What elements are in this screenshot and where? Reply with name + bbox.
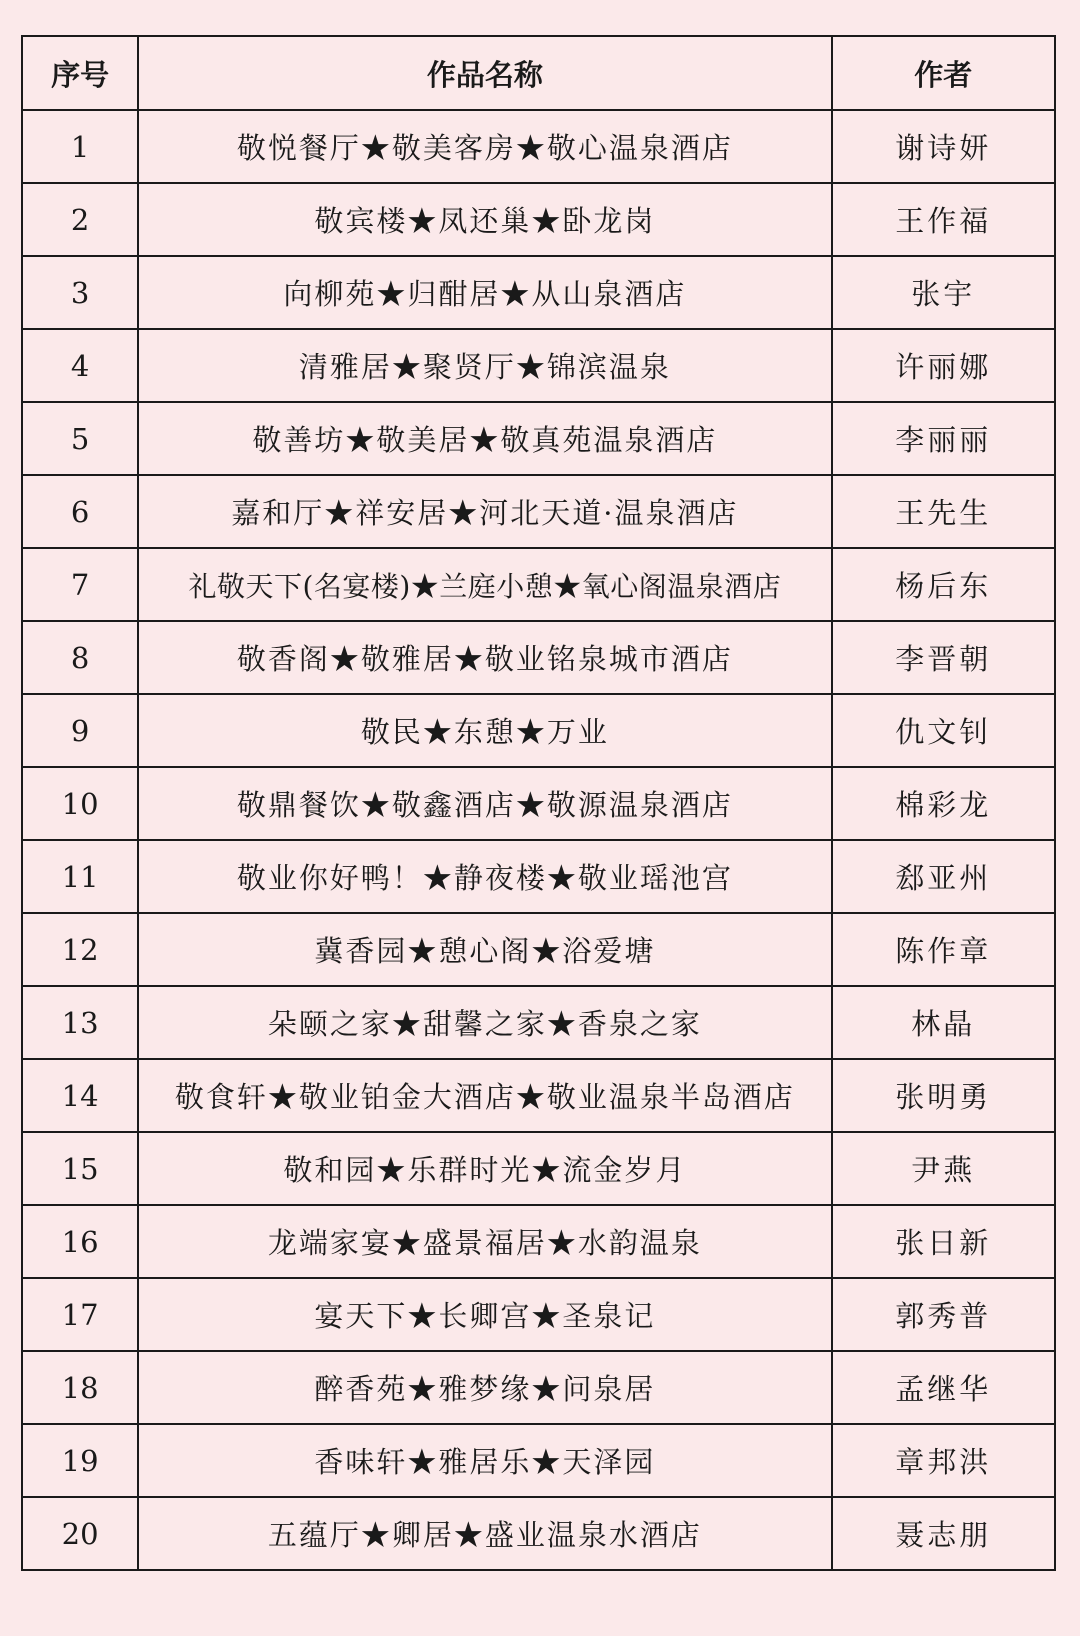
row-title: 冀香园★憩心阁★浴爱塘 xyxy=(138,913,831,986)
row-author: 郭秀普 xyxy=(832,1278,1055,1351)
row-title: 敬业你好鸭！★静夜楼★敬业瑶池宫 xyxy=(138,840,831,913)
row-title: 敬香阁★敬雅居★敬业铭泉城市酒店 xyxy=(138,621,831,694)
row-title: 敬悦餐厅★敬美客房★敬心温泉酒店 xyxy=(138,110,831,183)
row-index: 16 xyxy=(22,1205,138,1278)
row-title: 五蕴厅★卿居★盛业温泉水酒店 xyxy=(138,1497,831,1570)
row-title: 宴天下★长卿宫★圣泉记 xyxy=(138,1278,831,1351)
row-index: 14 xyxy=(22,1059,138,1132)
row-title: 香味轩★雅居乐★天泽园 xyxy=(138,1424,831,1497)
table-row xyxy=(22,548,1055,621)
row-author: 王作福 xyxy=(832,183,1055,256)
row-index: 1 xyxy=(22,110,138,183)
row-author: 李丽丽 xyxy=(832,402,1055,475)
row-index: 10 xyxy=(22,767,138,840)
row-title: 向柳苑★归酣居★从山泉酒店 xyxy=(138,256,831,329)
row-title: 礼敬天下(名宴楼)★兰庭小憩★氧心阁温泉酒店 xyxy=(138,548,831,621)
row-title: 朵颐之家★甜馨之家★香泉之家 xyxy=(138,986,831,1059)
row-author: 杨后东 xyxy=(832,548,1055,621)
row-index: 13 xyxy=(22,986,138,1059)
row-title: 敬善坊★敬美居★敬真苑温泉酒店 xyxy=(138,402,831,475)
row-title: 龙端家宴★盛景福居★水韵温泉 xyxy=(138,1205,831,1278)
header-title: 作品名称 xyxy=(138,36,831,110)
row-title: 敬宾楼★凤还巢★卧龙岗 xyxy=(138,183,831,256)
table-row xyxy=(22,1278,1055,1351)
row-author: 孟继华 xyxy=(832,1351,1055,1424)
table-row xyxy=(22,475,1055,548)
row-index: 8 xyxy=(22,621,138,694)
row-author: 郄亚州 xyxy=(832,840,1055,913)
row-title: 清雅居★聚贤厅★锦滨温泉 xyxy=(138,329,831,402)
table-row xyxy=(22,694,1055,767)
row-author: 聂志朋 xyxy=(832,1497,1055,1570)
table-row xyxy=(22,110,1055,183)
row-index: 20 xyxy=(22,1497,138,1570)
table-row xyxy=(22,913,1055,986)
table-row xyxy=(22,1351,1055,1424)
row-author: 谢诗妍 xyxy=(832,110,1055,183)
row-author: 王先生 xyxy=(832,475,1055,548)
row-author: 许丽娜 xyxy=(832,329,1055,402)
row-title: 敬食轩★敬业铂金大酒店★敬业温泉半岛酒店 xyxy=(138,1059,831,1132)
row-author: 章邦洪 xyxy=(832,1424,1055,1497)
entries-table xyxy=(21,35,1056,1571)
row-author: 尹燕 xyxy=(832,1132,1055,1205)
table-row xyxy=(22,183,1055,256)
table-row xyxy=(22,1497,1055,1570)
table-row xyxy=(22,621,1055,694)
table-row xyxy=(22,1132,1055,1205)
table-row xyxy=(22,256,1055,329)
row-index: 12 xyxy=(22,913,138,986)
row-author: 张日新 xyxy=(832,1205,1055,1278)
table-row xyxy=(22,402,1055,475)
row-title: 敬鼎餐饮★敬鑫酒店★敬源温泉酒店 xyxy=(138,767,831,840)
table-body xyxy=(22,110,1055,1570)
row-author: 张明勇 xyxy=(832,1059,1055,1132)
row-author: 棉彩龙 xyxy=(832,767,1055,840)
row-title: 敬民★东憩★万业 xyxy=(138,694,831,767)
row-index: 5 xyxy=(22,402,138,475)
row-index: 15 xyxy=(22,1132,138,1205)
row-index: 18 xyxy=(22,1351,138,1424)
row-index: 19 xyxy=(22,1424,138,1497)
row-index: 6 xyxy=(22,475,138,548)
row-author: 仇文钊 xyxy=(832,694,1055,767)
table-row xyxy=(22,329,1055,402)
header-index: 序号 xyxy=(22,36,138,110)
row-author: 李晋朝 xyxy=(832,621,1055,694)
row-index: 17 xyxy=(22,1278,138,1351)
header-author: 作者 xyxy=(832,36,1055,110)
row-index: 3 xyxy=(22,256,138,329)
row-author: 张宇 xyxy=(832,256,1055,329)
table-row xyxy=(22,1424,1055,1497)
row-title: 醉香苑★雅梦缘★问泉居 xyxy=(138,1351,831,1424)
table-row xyxy=(22,767,1055,840)
row-index: 2 xyxy=(22,183,138,256)
row-title: 敬和园★乐群时光★流金岁月 xyxy=(138,1132,831,1205)
table-row xyxy=(22,1205,1055,1278)
table-header-row xyxy=(22,36,1055,110)
row-title: 嘉和厅★祥安居★河北天道·温泉酒店 xyxy=(138,475,831,548)
row-index: 4 xyxy=(22,329,138,402)
row-index: 9 xyxy=(22,694,138,767)
table-row xyxy=(22,986,1055,1059)
row-author: 林晶 xyxy=(832,986,1055,1059)
row-author: 陈作章 xyxy=(832,913,1055,986)
row-index: 7 xyxy=(22,548,138,621)
table-row xyxy=(22,1059,1055,1132)
table-row xyxy=(22,840,1055,913)
row-index: 11 xyxy=(22,840,138,913)
